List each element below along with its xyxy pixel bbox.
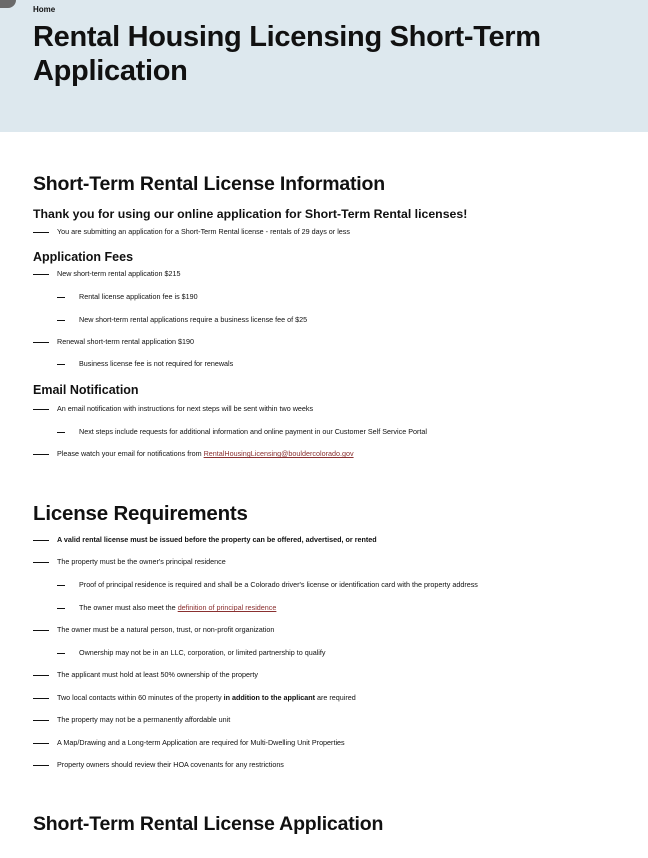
dash-icon (57, 297, 65, 298)
list-item (57, 603, 276, 613)
list-item-text: The owner must be a natural person, trust, or non-profit organization (57, 625, 275, 634)
list-item-text: The owner must also meet the (79, 603, 178, 612)
dash-icon (33, 743, 49, 744)
dash-icon (33, 675, 49, 676)
list-item (33, 404, 313, 414)
list-item-text: New short-term rental applications require a business license fee of $25 (79, 315, 308, 324)
list-item (33, 449, 354, 459)
dash-icon (33, 720, 49, 721)
page-title: Rental Housing Licensing Short-Term Application (33, 21, 541, 87)
list-item (33, 693, 356, 703)
dash-icon (57, 364, 65, 365)
dash-icon (33, 274, 49, 275)
principal-residence-link[interactable]: definition of principal residence (177, 603, 277, 612)
list-item (33, 738, 345, 748)
list-item-text: Proof of principal residence is required and shall be a Colorado driver's license or identification card with the property address (79, 580, 478, 589)
list-item-bold-text: in addition to the applicant (223, 693, 316, 702)
list-item-text: The property may not be a permanently affordable unit (57, 715, 231, 724)
dash-icon (57, 320, 65, 321)
list-item (33, 557, 226, 567)
list-item-text: The applicant must hold at least 50% ownership of the property (57, 670, 258, 679)
list-item-text: are required (315, 693, 356, 702)
list-item-text: Property owners should review their HOA covenants for any restrictions (57, 760, 284, 769)
list-item (33, 227, 350, 237)
list-item-text: An email notification with instructions for next steps will be sent within two weeks (57, 404, 314, 413)
section-heading-application: Short-Term Rental License Application (33, 813, 384, 835)
email-link[interactable]: RentalHousingLicensing@bouldercolorado.gov (203, 449, 354, 458)
dash-icon (33, 630, 49, 631)
list-item-text: A Map/Drawing and a Long-term Application are required for Multi-Dwelling Unit Properties (57, 738, 345, 747)
dash-icon (33, 765, 49, 766)
list-item (57, 359, 233, 369)
list-item-text: Rental license application fee is $190 (79, 292, 198, 301)
dash-icon (33, 454, 49, 455)
list-item-text: Renewal short-term rental application $190 (57, 337, 195, 346)
section-heading-requirements: License Requirements (33, 502, 248, 525)
list-item (33, 337, 194, 347)
list-item-text: A valid rental license must be issued before the property can be offered, advertised, or rented (57, 535, 377, 544)
list-item (57, 315, 307, 325)
dash-icon (57, 432, 65, 433)
list-item (33, 269, 180, 279)
list-item (57, 427, 427, 437)
dash-icon (33, 698, 49, 699)
list-item-text: New short-term rental application $215 (57, 269, 181, 278)
list-item (33, 670, 258, 680)
list-item (33, 760, 284, 770)
corner-decoration (0, 0, 16, 8)
dash-icon (33, 562, 49, 563)
dash-icon (57, 653, 65, 654)
email-heading: Email Notification (33, 383, 139, 397)
section-heading-info: Short-Term Rental License Information (33, 173, 385, 195)
breadcrumb-home[interactable]: Home (33, 5, 56, 14)
dash-icon (33, 232, 49, 233)
list-item-text: Ownership may not be in an LLC, corporation, or limited partnership to qualify (79, 648, 326, 657)
list-item (33, 535, 377, 545)
list-item-text: You are submitting an application for a Short-Term Rental license - rentals of 29 days or less (57, 227, 350, 236)
list-item-text: Next steps include requests for additional information and online payment in our Customer Self Service Portal (79, 427, 427, 436)
list-item (57, 648, 326, 658)
dash-icon (33, 409, 49, 410)
fees-heading: Application Fees (33, 250, 134, 264)
dash-icon (57, 585, 65, 586)
list-item (57, 580, 478, 590)
dash-icon (33, 540, 49, 541)
list-item (57, 292, 198, 302)
dash-icon (57, 608, 65, 609)
list-item-text: Two local contacts within 60 minutes of the property (57, 693, 224, 702)
list-item-text: Business license fee is not required for renewals (79, 359, 234, 368)
page-header (0, 0, 648, 132)
list-item (33, 625, 274, 635)
list-item-text: The property must be the owner's principal residence (57, 557, 226, 566)
list-item (33, 715, 230, 725)
list-item-text: Please watch your email for notifications from (57, 449, 204, 458)
dash-icon (33, 342, 49, 343)
thanks-heading: Thank you for using our online application for Short-Term Rental licenses! (33, 207, 468, 221)
